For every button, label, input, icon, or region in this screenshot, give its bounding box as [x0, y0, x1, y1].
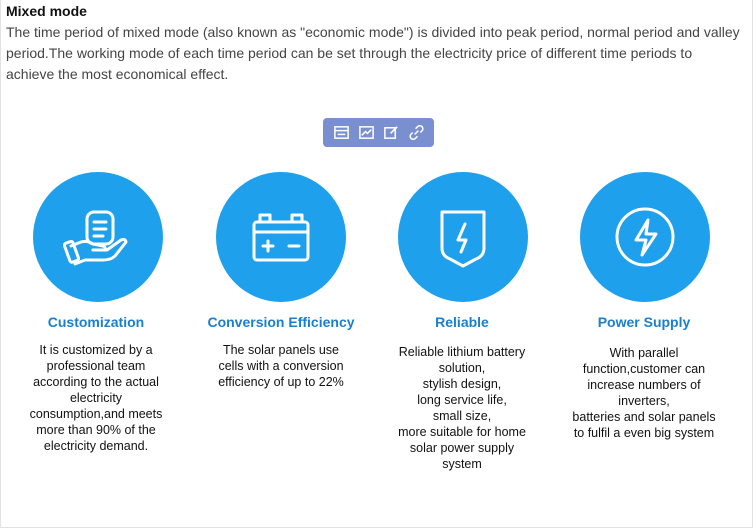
- section-description: The time period of mixed mode (also known as "economic mode") is divided into peak period, normal period and valley period.The working mode of each time period can be set through the electricity price of different time periods to achieve the most economical effect.: [6, 24, 740, 82]
- text-line: solution,: [438, 361, 486, 375]
- edit-icon[interactable]: [381, 123, 401, 143]
- chart-icon[interactable]: [356, 123, 376, 143]
- feature-title: Reliable: [435, 314, 489, 330]
- text-line: small size,: [432, 409, 492, 423]
- text-line: more suitable for home: [398, 425, 526, 439]
- text-line: inverters,: [618, 394, 670, 408]
- text-line: to fulfil a even big system: [573, 426, 715, 440]
- text-line: increase numbers of: [587, 378, 701, 392]
- text-line: long service life,: [417, 393, 507, 407]
- text-line: It is customized by a: [39, 343, 153, 357]
- feature-title: Conversion Efficiency: [207, 314, 355, 330]
- feature-title: Customization: [47, 314, 145, 330]
- text-line: The solar panels use: [222, 343, 340, 357]
- section-heading: Mixed mode: [6, 3, 87, 19]
- text-line: solar power supply: [409, 441, 515, 455]
- feature-text: [191, 342, 371, 390]
- text-line: stylish design,: [422, 377, 502, 391]
- image-icon[interactable]: [331, 123, 351, 143]
- text-line: according to the actual: [33, 375, 159, 389]
- shield-bolt-icon: [398, 172, 528, 302]
- text-line: electricity demand.: [43, 439, 149, 453]
- text-line: cells with a conversion: [218, 359, 344, 373]
- battery-icon: [216, 172, 346, 302]
- text-line: professional team: [46, 359, 146, 373]
- text-line: consumption,and meets: [29, 407, 163, 421]
- text-line: Reliable lithium battery: [398, 345, 526, 359]
- feature-text: [6, 342, 186, 454]
- lightning-circle-icon: [580, 172, 710, 302]
- hand-document-icon: [33, 172, 163, 302]
- text-line: function,customer can: [582, 362, 706, 376]
- text-line: system: [442, 457, 482, 471]
- image-toolbar: [323, 118, 434, 147]
- link-icon[interactable]: [406, 123, 426, 143]
- text-line: batteries and solar panels: [572, 410, 716, 424]
- text-line: more than 90% of the: [36, 423, 156, 437]
- text-line: With parallel: [609, 346, 679, 360]
- text-line: efficiency of up to 22%: [218, 375, 344, 389]
- text-line: electricity: [69, 391, 123, 405]
- feature-title: Power Supply: [597, 314, 691, 330]
- feature-text: [554, 345, 734, 441]
- feature-text: [372, 344, 552, 472]
